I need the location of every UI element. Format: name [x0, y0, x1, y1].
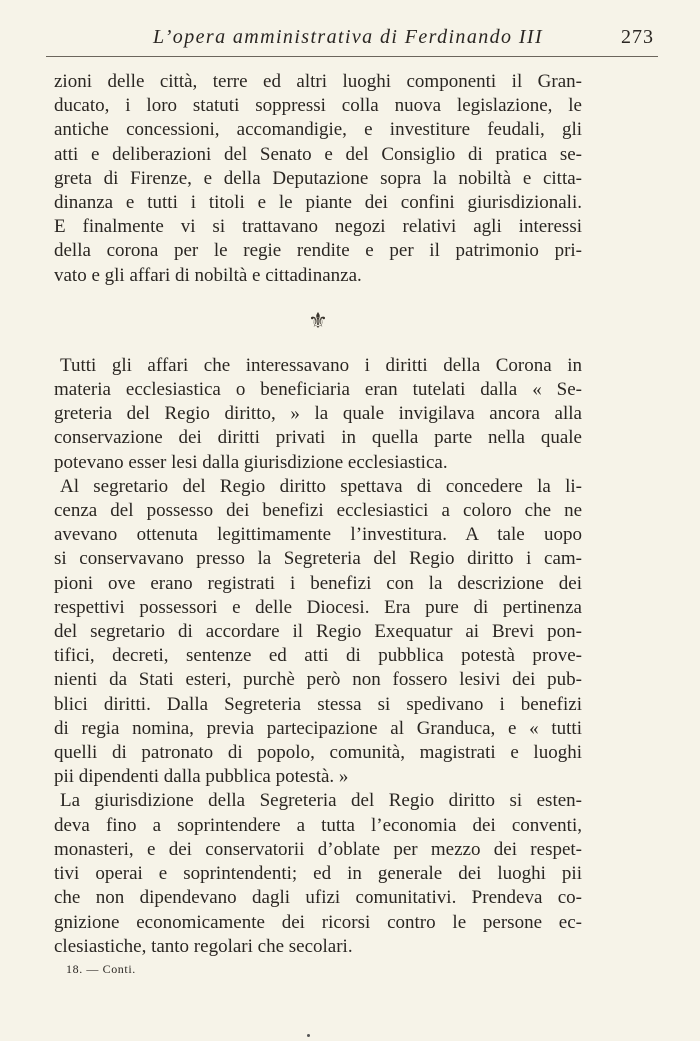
- paragraph: [54, 354, 582, 475]
- text-line: materia ecclesiastica o beneficiaria eran tutelati dalla « Se-: [54, 379, 582, 401]
- text-line: tivi operai e soprintendenti; ed in generale dei luoghi pii: [54, 863, 582, 885]
- text-line: avevano ottenuta legittimamente l’investitura. A tale uopo: [54, 524, 582, 546]
- text-line: gnizione economicamente dei ricorsi contro le persone ec-: [54, 911, 582, 933]
- text-line: cenza del possesso dei benefizi ecclesiastici a coloro che ne: [54, 500, 582, 522]
- text-line: greta di Firenze, e della Deputazione sopra la nobiltà e citta-: [54, 167, 582, 189]
- paragraph: [54, 789, 582, 958]
- text-line: E finalmente vi si trattavano negozi relativi agli interessi: [54, 216, 582, 238]
- text-line: si conservavano presso la Segreteria del Regio diritto i cam-: [54, 548, 582, 570]
- text-line: di regia nomina, previa partecipazione al Granduca, e « tutti: [54, 717, 582, 739]
- text-line: greteria del Regio diritto, » la quale invigilava ancora alla: [54, 403, 582, 425]
- text-line: Al segretario del Regio diritto spettava di concedere la li-: [60, 475, 582, 497]
- section-body: [54, 354, 582, 959]
- page-body: [54, 70, 582, 959]
- paragraph: [54, 475, 582, 790]
- text-line: conservazione dei diritti privati in quella parte nella quale: [54, 427, 582, 449]
- text-line: quelli di patronato di popolo, comunità, magistrati e luoghi: [54, 742, 582, 764]
- text-line: tifici, decreti, sentenze ed atti di pubblica potestà prove-: [54, 645, 582, 667]
- text-line: Tutti gli affari che interessavano i diritti della Corona in: [60, 354, 582, 376]
- text-line: antiche concessioni, accomandigie, e investiture feudali, gli: [54, 119, 582, 141]
- running-title: L’opera amministrativa di Ferdinando III: [152, 26, 544, 48]
- text-line: vato e gli affari di nobiltà e cittadinanza.: [54, 264, 362, 286]
- running-header: [46, 24, 658, 57]
- print-dot: [307, 1034, 310, 1037]
- text-line: ducato, i loro statuti soppressi colla nuova legislazione, le: [54, 95, 582, 117]
- text-line: potevano esser lesi dalla giurisdizione ecclesiastica.: [54, 451, 448, 473]
- fleur-de-lis-icon: ⚜: [308, 307, 328, 333]
- text-line: clesiastiche, tanto regolari che secolari.: [54, 935, 353, 957]
- text-line: monasteri, e dei conservatorii d’oblate per mezzo dei respet-: [54, 838, 582, 860]
- text-line: deva fino a soprintendere a tutta l’economia dei conventi,: [54, 814, 582, 836]
- signature-mark: 18. — Conti.: [66, 962, 136, 976]
- text-line: La giurisdizione della Segreteria del Regio diritto si esten-: [60, 790, 582, 812]
- text-line: della corona per le regie rendite e per il patrimonio pri-: [54, 240, 582, 262]
- text-line: atti e deliberazioni del Senato e del Consiglio di pratica se-: [54, 143, 582, 165]
- text-line: nienti da Stati esteri, purchè però non fossero lesivi dei pub-: [54, 669, 582, 691]
- text-line: pii dipendenti dalla pubblica potestà. »: [54, 766, 349, 788]
- text-line: dinanza e tutti i titoli e le piante dei confini giurisdizionali.: [54, 192, 582, 214]
- text-line: del segretario di accordare il Regio Exequatur ai Brevi pon-: [54, 621, 582, 643]
- text-line: che non dipendevano dagli ufizi comunitativi. Prendeva co-: [54, 887, 582, 909]
- text-line: pioni ove erano registrati i benefizi con la descrizione dei: [54, 572, 582, 594]
- text-line: blici diritti. Dalla Segreteria stessa si spedivano i benefizi: [54, 693, 582, 715]
- text-line: respettivi possessori e delle Diocesi. Era pure di pertinenza: [54, 596, 582, 618]
- page-number: 273: [621, 26, 654, 48]
- text-line: zioni delle città, terre ed altri luoghi componenti il Gran-: [54, 71, 582, 92]
- paragraph-continued: [54, 70, 582, 288]
